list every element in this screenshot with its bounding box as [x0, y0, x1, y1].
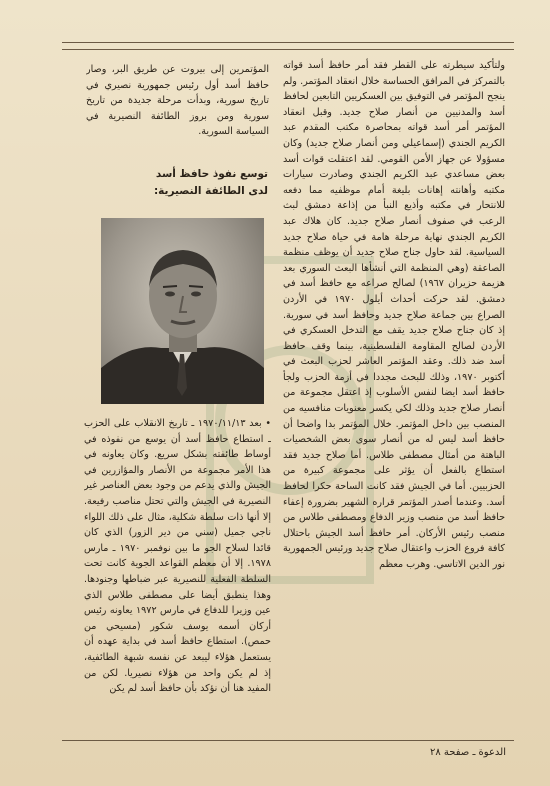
portrait-illustration — [101, 218, 264, 404]
section-heading-line-1: توسع نفوذ حافظ أسد — [155, 168, 268, 180]
section-heading-line-2: لدى الطائفة النصيرية: — [153, 185, 268, 197]
article-left-top-paragraph — [86, 62, 269, 154]
page-footer: الدعوة ـ صفحة ٢٨ — [429, 747, 506, 758]
footer-rule — [62, 740, 514, 741]
article-right-column — [283, 58, 505, 734]
left-top-text: المؤتمرين إلى بيروت عن طريق البر، وصار حافظ أسد أول رئيس جمهورية نصيري في تاريخ سورية، وبدأت مرحلة جديدة من تاريخ سورية ومن بروز الطائفة النصيرية في السياسة السورية. — [86, 64, 269, 138]
left-bottom-text: • بعد ١٩٧٠/١١/١٣ ـ تاريخ الانقلاب على الحزب ـ استطاع حافظ أسد أن يوسع من نفوذه في أوساط طائفته بشكل سريع. وكان يعاونه في هذا الأمر مجموعة من الأنصار والمؤازرين في الجيش والذي يدعم من وجود بعض العناصر غير النصيرية في الجيش والتي تحتل مناصب رفيعة. إلا أنها ذات سلطة شكلية، مثال على ذلك اللواء ناجي جميل (سني من دير الزور) الذي كان قائدا لسلاح الجو ما بين نوفمبر ١٩٧٠ ـ مارس ١٩٧٨. إلا أن معظم القواعد الجوية كانت تحت السلطة الفعلية للنصيرية عبر ضباطها وجنودها. وهذا ينطبق أيضا على مصطفى طلاس الذي عين وزيرا للدفاع في مارس ١٩٧٢ يعاونه رئيس أركان أسمه يوسف شكور (مسيحي من حمص). استطاع حافظ أسد في بداية عهده أن يستعمل هؤلاء ليبعد عن نفسه شبهة الطائفية، إذ لم يكن واحد من هؤلاء نصيريا. لكن من المفيد هنا أن نؤكد بأن حافظ أسد لم يكن — [84, 418, 271, 695]
section-heading — [120, 166, 268, 200]
article-left-bottom-column — [84, 416, 271, 736]
header-rule — [62, 42, 514, 50]
right-column-text: ولتأكيد سيطرته على القطر فقد أمر حافظ أسد قواته بالتمركز في المرافق الحساسة خلال انعقاد المؤتمر. ولم ينجح المؤتمر في التوفيق بين العسكريين التابعين لحافظ أسد والمدنيين من أنصار صلاح جديد. وقبل انعقاد المؤتمر أمر أسد قواته بمحاصرة مكتب المقدم عبد الكريم الجندي (إسماعيلي ومن أنصار صلاح جديد) وكان مسؤولا عن جهاز الأمن القومي. لقد اعتقلت قوات أسد بعض مساعدي عبد الكريم الجندي وصادرت سيارات مكتبه وأهانته إهانات بليغة أمام موظفيه مما دفعه للانتحار في مكتبه وأذيع النبأ من إذاعة دمشق لبث الرعب في صفوف أنصار صلاح جديد. كان هلاك عبد الكريم الجندي نهاية مرحلة هامة في حياة صلاح جديد السياسية. لقد حاول جناح صلاح جديد أن يوظف منظمة الصاعقة (وهي المنظمة التي أنشأها البعث السوري بعد هزيمة حزيران ١٩٦٧) لصالح صراعه مع حافظ أسد في دمشق. لقد حركت أحداث أيلول ١٩٧٠ في الأردن الصراع بين جماعة صلاح جديد وحافظ أسد في سورية. إذ كان جناح صلاح جديد يقف مع التدخل العسكري في الأردن لصالح المقاومة الفلسطينية، بينما وقف حافظ أسد ضد ذلك. وعقد المؤتمر العاشر لحزب البعث في أكتوبر ١٩٧٠، وذلك للبحث مجددا في أزمة الحزب ولجأ حافظ أسد ايضا لنفس الأسلوب إذ اعتقل مجموعة من أنصار صلاح جديد وذلك لكي يكسر معنويات منافسيه من المنصب بين داخل المؤتمر. خلال المؤتمر بدا واضحا أن حافظ أسد ليس له من أنصار سوى بعض الشخصيات الباهتة من أمثال مصطفى طلاس. أما صلاح جديد فقد استطاع بالفعل أن يؤثر على مجموعة كبيرة من الحزبيين. أما في الجيش فقد كانت الساحة حكرا لحافظ أسد. وعندما أصدر المؤتمر قراره الشهير بضرورة إعفاء حافظ أسد من منصب وزير الدفاع ومصطفى طلاس من منصب رئيس الأركان. أمر حافظ أسد الجيش باحتلال كافة فروع الحزب واعتقال صلاح جديد ورئيس الجمهورية نور الدين الاتاسي. وهرب معظم — [283, 60, 505, 570]
portrait-photo — [101, 218, 264, 404]
